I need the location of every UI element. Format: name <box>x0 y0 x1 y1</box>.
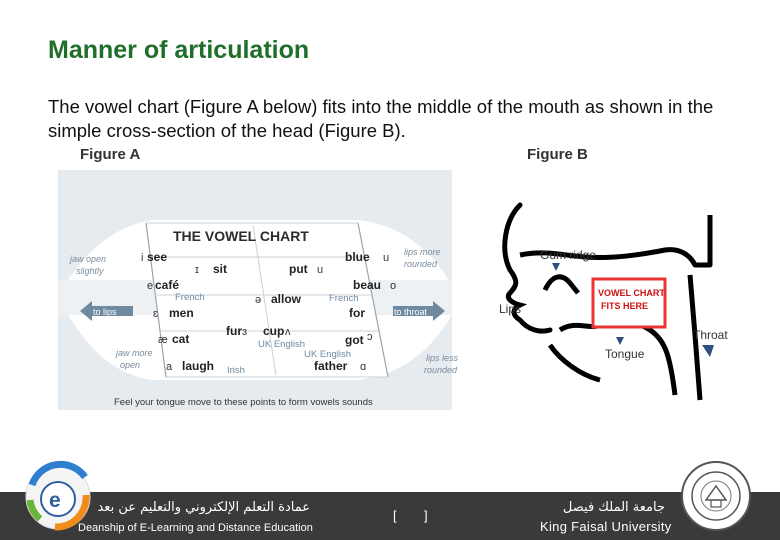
jaw-more-open-label-2: open <box>120 360 141 370</box>
symbol-open-e: ɛ <box>153 308 159 320</box>
symbol-schwa: ə <box>255 294 262 306</box>
svg-text:to lips: to lips <box>93 307 117 317</box>
symbol-u: u <box>383 252 390 264</box>
vowel-chart-box-line-2: FITS HERE <box>601 301 649 311</box>
vowel-chart-box-line-1: VOWEL CHART <box>598 288 665 298</box>
word-cafe: café <box>155 278 180 292</box>
figure-a-label: Figure A <box>80 146 141 163</box>
label-uk-english-1: UK English <box>258 339 305 350</box>
word-got: got <box>345 333 364 347</box>
vowel-chart-figure <box>58 165 459 457</box>
label-gum-ridge: Gum ridge <box>540 248 597 262</box>
word-cat: cat <box>172 332 190 346</box>
lips-less-rounded-2: rounded <box>424 365 458 375</box>
symbol-o: o <box>390 280 397 292</box>
jaw-open-label-2: slightly <box>76 266 104 276</box>
word-put: put <box>289 262 308 276</box>
head-cross-section-figure <box>490 195 740 405</box>
word-for: for <box>349 306 365 320</box>
jaw-open-label-1: jaw open <box>70 254 107 264</box>
footer-bracket-close: ] <box>424 508 428 523</box>
word-cup: cup <box>263 324 285 338</box>
figure-b-label: Figure B <box>527 146 588 163</box>
intro-text: The vowel chart (Figure A below) fits into the middle of the mouth as shown in the simple cross-section of the head (Figure B). <box>48 96 714 141</box>
footer-arabic-left: عمادة التعلم الإلكتروني والتعليم عن بعد <box>97 500 310 515</box>
symbol-ih: ɪ <box>195 264 199 276</box>
symbol-u-upper: u <box>317 264 324 276</box>
word-allow: allow <box>271 292 302 306</box>
footer-english-right: King Faisal University <box>540 519 672 534</box>
footer-arabic-right: جامعة الملك فيصل <box>562 500 665 515</box>
symbol-script-a: ɑ <box>360 361 367 373</box>
symbol-wedge: ʌ <box>285 326 291 338</box>
symbol-a: a <box>166 361 173 373</box>
label-french-2: French <box>329 293 359 304</box>
symbol-open-o: ɔ <box>367 331 373 343</box>
svg-text:e: e <box>49 489 61 512</box>
symbol-ae: æ <box>158 334 168 346</box>
label-french-1: French <box>175 292 205 303</box>
chart-footer-note: Feel your tongue move to these points to form vowels sounds <box>114 397 373 408</box>
word-father: father <box>314 359 348 373</box>
symbol-i: i <box>141 252 144 264</box>
lips-more-rounded-1: lips more <box>404 247 441 257</box>
page-title: Manner of articulation <box>48 36 310 64</box>
word-blue: blue <box>345 250 370 264</box>
word-men: men <box>169 306 194 320</box>
label-tongue: Tongue <box>605 347 645 361</box>
svg-text:to throat: to throat <box>394 307 428 317</box>
label-irish: Irish <box>227 365 245 376</box>
label-lips: Lips <box>499 302 522 316</box>
word-beau: beau <box>353 278 382 292</box>
label-throat: Throat <box>693 328 728 342</box>
footer-bracket-open: [ <box>393 508 397 523</box>
university-seal-icon <box>680 460 752 532</box>
lips-less-rounded-1: lips less <box>426 353 459 363</box>
word-fur: fur <box>226 324 242 338</box>
jaw-more-open-label-1: jaw more <box>116 348 153 358</box>
label-uk-english-2: UK English <box>304 349 351 360</box>
word-see: see <box>147 250 168 264</box>
footer-english-left: Deanship of E-Learning and Distance Education <box>78 522 313 534</box>
lips-more-rounded-2: rounded <box>404 259 438 269</box>
word-laugh: laugh <box>182 359 214 373</box>
word-sit: sit <box>213 262 228 276</box>
symbol-er: ɜ <box>242 326 248 338</box>
chart-title: THE VOWEL CHART <box>173 228 309 244</box>
symbol-e: e <box>147 280 154 292</box>
